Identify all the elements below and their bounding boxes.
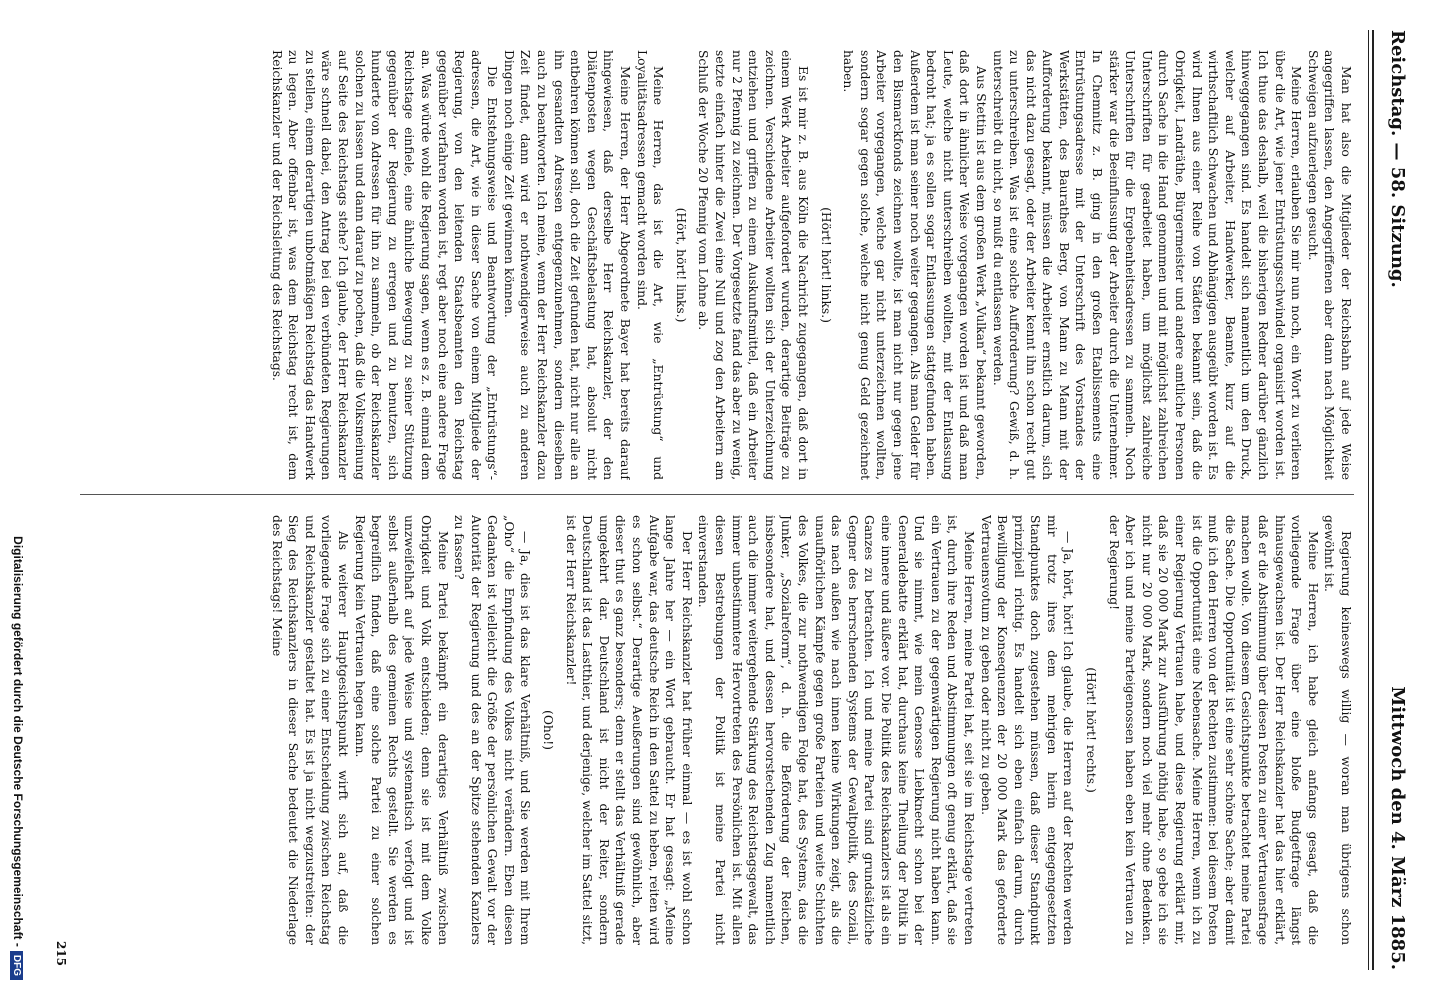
paragraph: Meine Herren, der Herr Abgeordnete Bayer hat bereits darauf hingewiesen, daß derselbe Herr Reichskanzler, der den Diätenposten wegen Geschäftsbelastung hat, absolut nicht entbehren können soll, doch die Zeit gefunden hat, nicht nur alle an ihn gesandten Adressen entgegenzunehmen, sondern dieselben auch zu beantworten. Ich meine, wenn der Herr Reichskanzler dazu Zeit findet, dann wird er nothwendigerweise auch zu anderen Dingen noch einige Zeit gewinnen können. xyxy=(501,50,633,480)
paragraph: — Ja, hört, hört! Ich glaube, die Herren auf der Rechten werden mir trotz ihres dem mehrigen hierin entgegengesetzten Standpunktes doch zugestehen müssen, daß dieser Standpunkt prinzipiell richtig. Es handelt sich eben einfach darum, durch Bewilligung der Konsequenzen der 20 000 Mark das geforderte Vertrauensvotum zu geben oder nicht zu geben. xyxy=(978,515,1076,945)
interjection: (Oho!) xyxy=(541,710,556,750)
header-date: Mittwoch den 4. März 1885. xyxy=(1387,686,1408,970)
digitization-credit xyxy=(10,0,25,1000)
signature-mark: 215 xyxy=(54,940,68,966)
dfg-logo: DFG xyxy=(10,951,23,980)
paragraph: Aus Stettin ist aus dem großen Werk „Vulkan“ bekannt geworden, daß dort in ähnlicher Weise vorgegangen worden ist und daß man Leute, welche nicht unterschreiben wollten, mit der Entlassung bedroht hat; ja es sollen sogar Entlassungen stattgefunden haben. Außerdem ist man seiner noch weiter gegangen. Als man Gelder für den Bismarckfonds zeichnen wollte, ist man nicht nur gegen jene Arbeiter vorgegangen, welche gar nicht unterzeichnen wollten, sondern sogar gegen solche, welche nicht genug Geld gezeichnet haben. xyxy=(841,50,988,480)
header-session: Reichstag. — 58. Sitzung. xyxy=(1387,30,1408,288)
paragraph: Meine Herren, erlauben Sie mir nun noch, ein Wort zu verlieren über die Art, wie jener Entrüstungsschwindel organisirt worden ist. Ich thue das deshalb, weil die bisherigen Redner darüber gänzlich hinweggegangen sind. Es handelt sich namentlich um den Druck, welcher auf Arbeiter, Handwerker, Beamte, kurz auf die wirthschaftlich Schwachen und Abhängigen ausgeübt worden ist. Es wird Ihnen aus einer Reihe von Städten bekannt sein, daß die Obrigkeit, Landräthe, Bürgermeister und andere amtliche Personen durch Sache in die Hand genommen und mit möglichst zahlreichen Unterschriften für gearbeitet haben, um möglichst zahlreiche Unterschriften für die Ergebenheitsadressen zu sammeln. Noch stärker war die Beeinflussung der Arbeiter durch die Unternehmer. In Chemnitz z. B. ging in den großen Etablissements eine Entrüstungsadresse mit der Unterschrift des Vorstandes der Werkstätten, des Baurathes Berg, von Mann zu Mann mit der Aufforderung bekannt, müssen die Arbeiter ernstlich darum, sich das nicht dazu gesagt, oder der Arbeiter kennt ihn schon recht gut zu unterschreiben. Was ist eine solche Aufforderung? Gewiß, d. h. unterschreibt du nicht, so mußt du entlassen werden. xyxy=(990,50,1304,480)
interjection: (Hört! hört! links.) xyxy=(818,207,833,323)
paragraph: Meine Herren, meine Partei hat, seit sie im Reichstage vertreten ist, durch ihre Reden und Abstimmungen oft genug erklärt, daß sie ein Vertrauen zu der gegenwärtigen Regierung nicht haben kann. Und sie nimmt, wie mein Genosse Liebknecht schon bei der Generaldebatte erklärt hat, durchaus keine Theilung der Politik in eine innere und äußere vor. Die Politik des Reichskanzlers ist als ein Ganzes zu betrachten. Ich und meine Partei sind grundsätzliche Gegner des herrschenden Systems der Gewaltpolitik, des Soziali, das nach außen wie nach innen keine Wirkungen zeigt, als die unaufhörlichen Kämpfe gegen große Parteien und weite Schichten des Volkes, die zur nothwendigen Folge hat, des Systems, das die Junker, „Sozialreform“, d. h. die Beförderung der Reichen, insbesondere hat, und dessen hervorstechenden Zug namentlich auch die immer weitergehende Stärkung des Reichstagsgewalt, das immer unbestimmtere Hervortreten des Persönlichen ist. Mit allen diesen Bestrebungen der Politik ist meine Partei nicht einverstanden. xyxy=(696,515,976,945)
credit-text: Digitalisierung gefördert durch die Deutsche Forschungsgemeinschaft - xyxy=(11,536,25,947)
paragraph: Meine Partei bekämpft ein derartiges Verhältniß zwischen Obrigkeit und Volk entschieden; denn sie ist mit dem Volke unzweifelhaft auf jede Weise und systematisch verfolgt und ist selbst außerhalb des gemeinen Rechts gestellt. Sie werden es begreiflich finden, daß eine solche Partei zu einer solchen Regierung kein Vertrauen hegen kann. xyxy=(352,515,450,945)
page-header xyxy=(1378,0,1414,1000)
paragraph: Als weiterer Hauptgesichtspunkt wirft sich auf, daß die vorliegende Frage sich zu einer Entscheidung zwischen Reichstag und Reichskanzler gestaltet hat. Es ist ja nicht wegzustreiten: der Sieg des Reichskanzlers in dieser Sache bedeutet die Niederlage des Reichstags! Meine xyxy=(269,515,350,945)
paragraph: Regierung keineswegs willig — woran man übrigens schon gewöhnt ist. xyxy=(1322,515,1353,945)
interjection: (Hört! hört! rechts.) xyxy=(1084,667,1099,793)
paragraph: — Ja, dies ist das klare Verhältniß, und Sie werden mit Ihrem „Oho“ die Empfindung des Volkes nicht verändern. Eben diesen Gedanken ist vielleicht die Größe der persönlichen Gewalt vor der Autorität der Regierung und des an der Spitze stehenden Kanzlers zu fassen? xyxy=(452,515,533,945)
text-column-left xyxy=(70,50,1354,480)
interjection: (Hört, hört! links.) xyxy=(673,207,688,323)
paragraph: Die Entstehungsweise und Beantwortung der „Entrüstungs“-adressen, die Art, wie in dieser Sache von einem Mitgliede der Regierung, von den leitenden Staatsbeamten den Reichstag gegenüber verfahren worden ist, regt aber noch eine andere Frage an. Was würde wohl die Regierung sagen, wenn es z. B. einmal dem Reichstage einfiele, eine ähnliche Bewegung zu seiner Stützung gegenüber der Regierung zu erregen und zu benutzen, sich hunderte von Adressen für ihn zu sammeln, ob der Reichskanzler solchen zu lassen und dann darauf zu pochen, daß die Volksmeinung auf Seite des Reichstags stehe? Ich glaube, der Herr Reichskanzler wäre schnell dabei, den Antrag bei den verbündeten Regierungen zu stellen, einem derartigen unbotmäßigen Reichstag das Handwerk zu legen. Aber offenbar ist, was dem Reichstag recht ist, dem Reichskanzler und der Reichsleitung des Reichstags. xyxy=(269,50,500,480)
paragraph: Der Herr Reichskanzler hat früher einmal — es ist wohl schon lange Jahre her — ein Wort gebraucht. Er hat gesagt: „Meine Aufgabe war, das deutsche Reich in den Sattel zu heben, reiten wird es schon selbst.“ Derartige Aeußerungen sind gewöhnlich, aber dieser thut es ganz besonders; denn er stellt das Verhältniß gerade umgekehrt dar. Deutschland ist nicht der Reiter, sondern Deutschland ist das Lastthier, und derjenige, welcher im Sattel sitzt, ist der Herr Reichskanzler! xyxy=(563,515,694,945)
paragraph: Man hat also die Mitglieder der Reichsbahn auf jede Weise angegriffen lassen, den Angegriffenen aber dann nach Möglichkeit Schweigen aufzuerlegen gesucht. xyxy=(1305,50,1353,480)
paragraph: Meine Herren, ich habe gleich anfangs gesagt, daß die vorliegende Frage über eine bloße Budgetfrage längst hinausgewachsen ist. Der Herr Reichskanzler hat das hier erklärt, daß er die Abstimmung über diesen Posten zu einer Vertrauensfrage machen wolle. Von diesem Gesichtspunkte betrachtet meine Partei die Sache. Die Opportunität ist eine sehr schöne Sache; aber damit muß ich den Herren von der Rechten zustimmen: bei diesem Posten ist die Opportunität eine Nebensache. Meine Herren, wenn ich zu einer Regierung Vertrauen habe, und diese Regierung erklärt mir, daß sie 20 000 Mark zur Ausführung nöthig habe, so gebe ich sie nicht nur 20 000 Mark, sondern noch viel mehr ohne Bedenken. Aber ich und meine Parteigenossen haben eben kein Vertrauen zu der Regierung! xyxy=(1106,515,1320,945)
paragraph: Meine Herren, das ist die Art, wie „Entrüstung“ und Loyalitätsadressen gemacht worden sind. xyxy=(634,50,666,480)
text-column-right xyxy=(70,515,1354,945)
paragraph: Es ist mir z. B. aus Köln die Nachricht zugegangen, daß dort in einem Werk Arbeiter aufgefordert wurden, derartige Beiträge zu zeichnen. Verschiedene Arbeiter wollten sich der Unterzeichnung entziehen und griffen zu einem Auskunftsmittel, daß ein Arbeiter nur 2 Pfennig zu zeichnen. Der Vorgesetzte fand das aber zu wenig, setzte einfach hinter die Zwei eine Null und zog den Arbeitern am Schluß der Woche 20 Pfennig vom Lohne ab. xyxy=(696,50,810,480)
column-divider xyxy=(80,494,1354,495)
header-rule xyxy=(1368,30,1374,970)
